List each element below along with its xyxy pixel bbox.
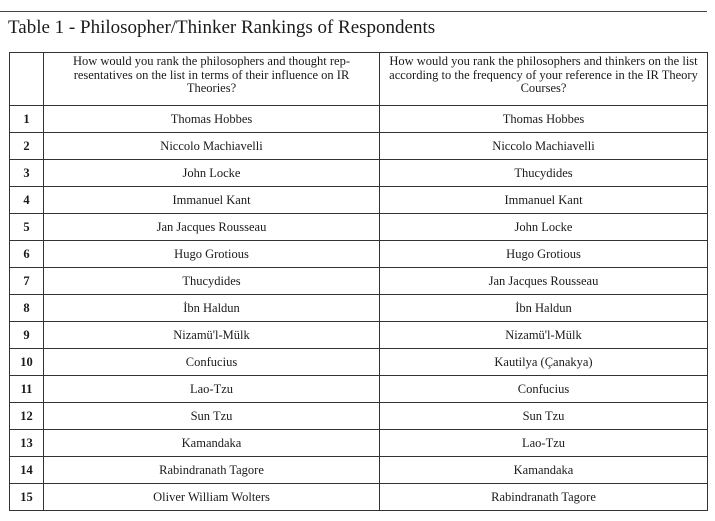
table-row bbox=[10, 376, 708, 403]
influence-cell: Confucius bbox=[44, 349, 380, 376]
table-row bbox=[10, 322, 708, 349]
table-row bbox=[10, 403, 708, 430]
top-rule bbox=[0, 11, 707, 12]
rank-cell: 6 bbox=[10, 241, 44, 268]
header-row bbox=[10, 53, 708, 106]
rank-cell: 12 bbox=[10, 403, 44, 430]
influence-cell: Rabindranath Tagore bbox=[44, 457, 380, 484]
frequency-cell: Rabindranath Tagore bbox=[380, 484, 708, 511]
rank-cell: 11 bbox=[10, 376, 44, 403]
rank-cell: 4 bbox=[10, 187, 44, 214]
frequency-cell: Thomas Hobbes bbox=[380, 106, 708, 133]
table-row bbox=[10, 214, 708, 241]
frequency-cell: Nizamü'l-Mülk bbox=[380, 322, 708, 349]
influence-cell: John Locke bbox=[44, 160, 380, 187]
rank-cell: 3 bbox=[10, 160, 44, 187]
influence-cell: Hugo Grotious bbox=[44, 241, 380, 268]
table-row bbox=[10, 457, 708, 484]
header-frequency: How would you rank the philosophers and thinkers on the list according to the frequency of your reference in the IR Theory Courses? bbox=[380, 53, 708, 106]
frequency-cell: İbn Haldun bbox=[380, 295, 708, 322]
table-row bbox=[10, 160, 708, 187]
rank-cell: 7 bbox=[10, 268, 44, 295]
frequency-cell: Niccolo Machiavelli bbox=[380, 133, 708, 160]
influence-cell: İbn Haldun bbox=[44, 295, 380, 322]
frequency-cell: Kamandaka bbox=[380, 457, 708, 484]
rank-cell: 8 bbox=[10, 295, 44, 322]
frequency-cell: Lao-Tzu bbox=[380, 430, 708, 457]
influence-cell: Lao-Tzu bbox=[44, 376, 380, 403]
frequency-cell: Hugo Grotious bbox=[380, 241, 708, 268]
influence-cell: Oliver William Wolters bbox=[44, 484, 380, 511]
rankings-table bbox=[9, 52, 708, 511]
frequency-cell: Thucydides bbox=[380, 160, 708, 187]
influence-cell: Niccolo Machiavelli bbox=[44, 133, 380, 160]
header-influence: How would you rank the philosophers and thought rep-resentatives on the list in terms of their influence on IR Theories? bbox=[44, 53, 380, 106]
frequency-cell: John Locke bbox=[380, 214, 708, 241]
table-row bbox=[10, 187, 708, 214]
influence-cell: Immanuel Kant bbox=[44, 187, 380, 214]
table-row bbox=[10, 106, 708, 133]
table-row bbox=[10, 268, 708, 295]
influence-cell: Jan Jacques Rousseau bbox=[44, 214, 380, 241]
frequency-cell: Jan Jacques Rousseau bbox=[380, 268, 708, 295]
table-row bbox=[10, 295, 708, 322]
rank-cell: 10 bbox=[10, 349, 44, 376]
header-rank bbox=[10, 53, 44, 106]
influence-cell: Thucydides bbox=[44, 268, 380, 295]
table-body bbox=[10, 106, 708, 511]
frequency-cell: Immanuel Kant bbox=[380, 187, 708, 214]
influence-cell: Kamandaka bbox=[44, 430, 380, 457]
frequency-cell: Sun Tzu bbox=[380, 403, 708, 430]
rank-cell: 5 bbox=[10, 214, 44, 241]
table-caption: Table 1 - Philosopher/Thinker Rankings of Respondents bbox=[8, 17, 436, 38]
rank-cell: 9 bbox=[10, 322, 44, 349]
rank-cell: 15 bbox=[10, 484, 44, 511]
table-row bbox=[10, 133, 708, 160]
influence-cell: Thomas Hobbes bbox=[44, 106, 380, 133]
rank-cell: 1 bbox=[10, 106, 44, 133]
frequency-cell: Kautilya (Çanakya) bbox=[380, 349, 708, 376]
frequency-cell: Confucius bbox=[380, 376, 708, 403]
rank-cell: 2 bbox=[10, 133, 44, 160]
table-row bbox=[10, 430, 708, 457]
rank-cell: 13 bbox=[10, 430, 44, 457]
influence-cell: Nizamü'l-Mülk bbox=[44, 322, 380, 349]
table-row bbox=[10, 241, 708, 268]
rank-cell: 14 bbox=[10, 457, 44, 484]
influence-cell: Sun Tzu bbox=[44, 403, 380, 430]
table-row bbox=[10, 349, 708, 376]
table-row bbox=[10, 484, 708, 511]
